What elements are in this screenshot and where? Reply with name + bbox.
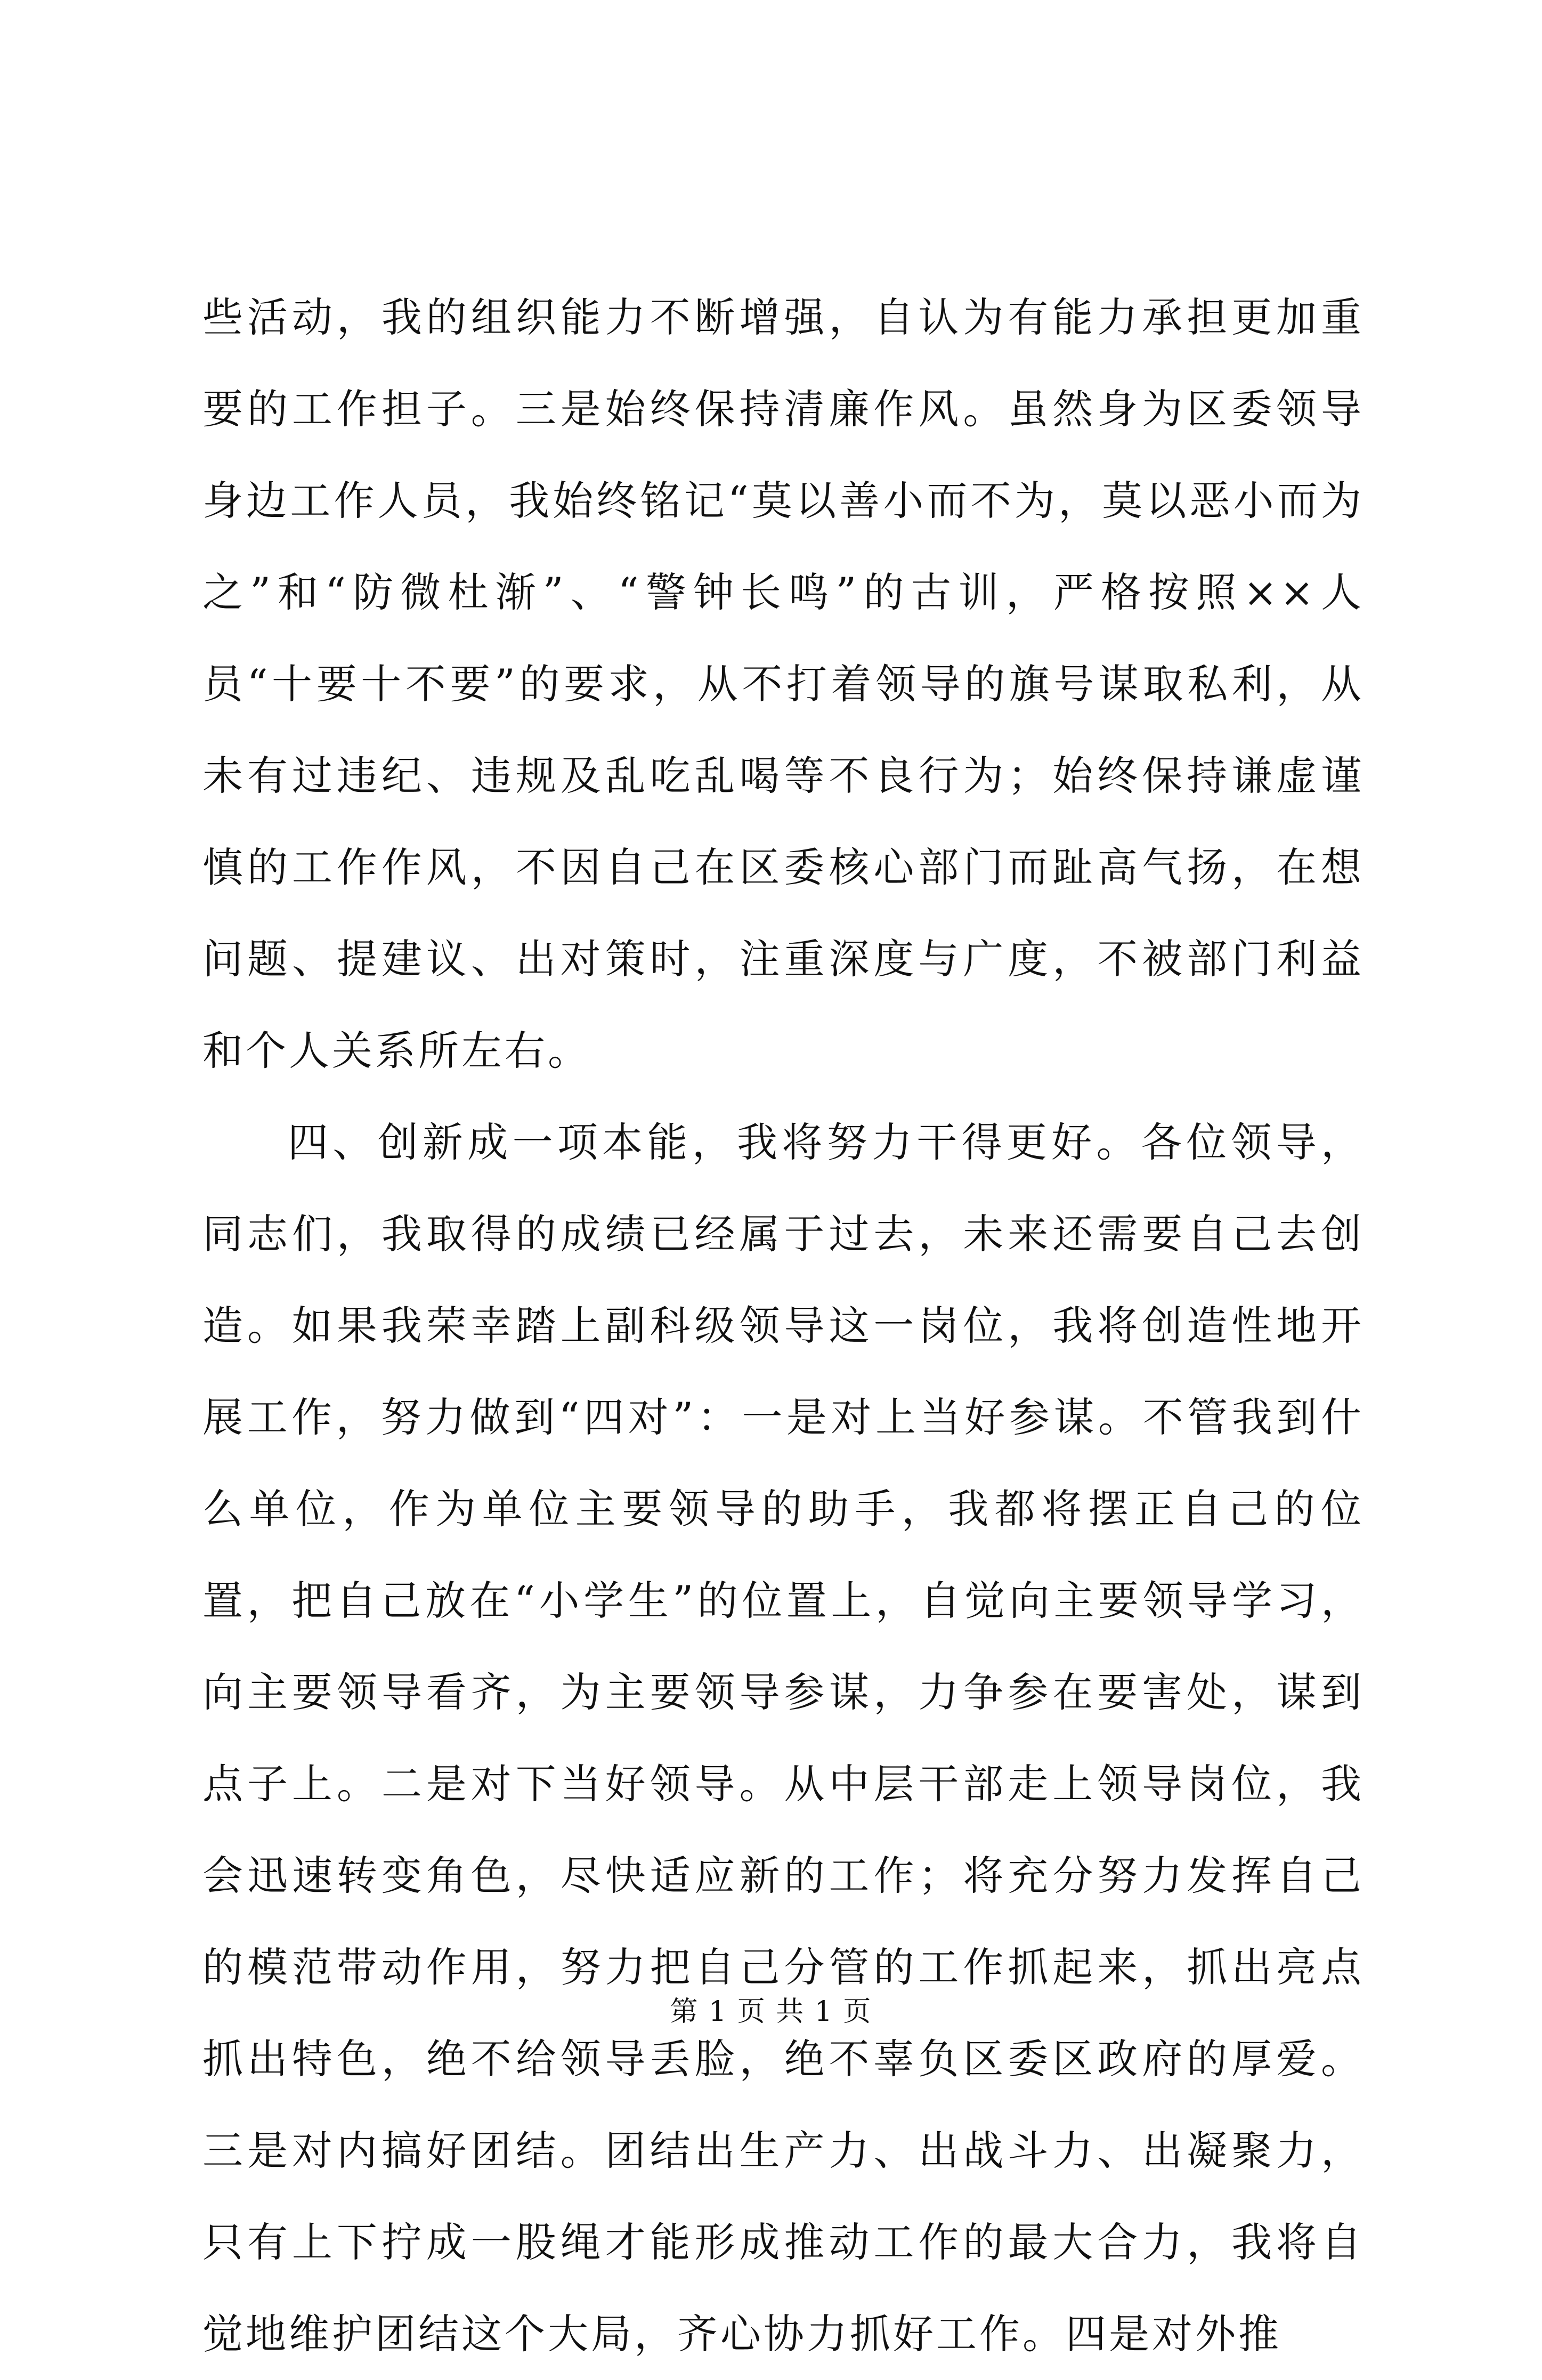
- page-footer: 第 1 页 共 1 页: [670, 1996, 872, 2028]
- body-text: [202, 272, 1364, 2380]
- paragraph-1: 些活动，我的组织能力不断增强，自认为有能力承担更加重要的工作担子。三是始终保持清廉作风。虽然身为区委领导身边工作人员，我始终铭记“莫以善小而不为，莫以恶小而为之”和“防微杜渐”、“警钟长鸣”的古训，严格按照××人员“十要十不要”的要求，从不打着领导的旗号谋取私利，从未有过违纪、违规及乱吃乱喝等不良行为；始终保持谦虚谨慎的工作作风，不因自己在区委核心部门而趾高气扬，在想问题、提建议、出对策时，注重深度与广度，不被部门利益和个人关系所左右。: [202, 294, 1364, 1074]
- paragraph-2: 四、创新成一项本能，我将努力干得更好。各位领导，同志们，我取得的成绩已经属于过去，未来还需要自己去创造。如果我荣幸踏上副科级领导这一岗位，我将创造性地开展工作，努力做到“四对”：一是对上当好参谋。不管我到什么单位，作为单位主要领导的助手，我都将摆正自己的位置，把自己放在“小学生”的位置上，自觉向主要领导学习，向主要领导看齐，为主要领导参谋，力争参在要害处，谋到点子上。二是对下当好领导。从中层干部走上领导岗位，我会迅速转变角色，尽快适应新的工作；将充分努力发挥自己的模范带动作用，努力把自己分管的工作抓起来，抓出亮点抓出特色，绝不给领导丢脸，绝不辜负区委区政府的厚爱。三是对内搞好团结。团结出生产力、出战斗力、出凝聚力，只有上下拧成一股绳才能形成推动工作的最大合力，我将自觉地维护团结这个大局，齐心协力抓好工作。四是对外推: [202, 1119, 1364, 2358]
